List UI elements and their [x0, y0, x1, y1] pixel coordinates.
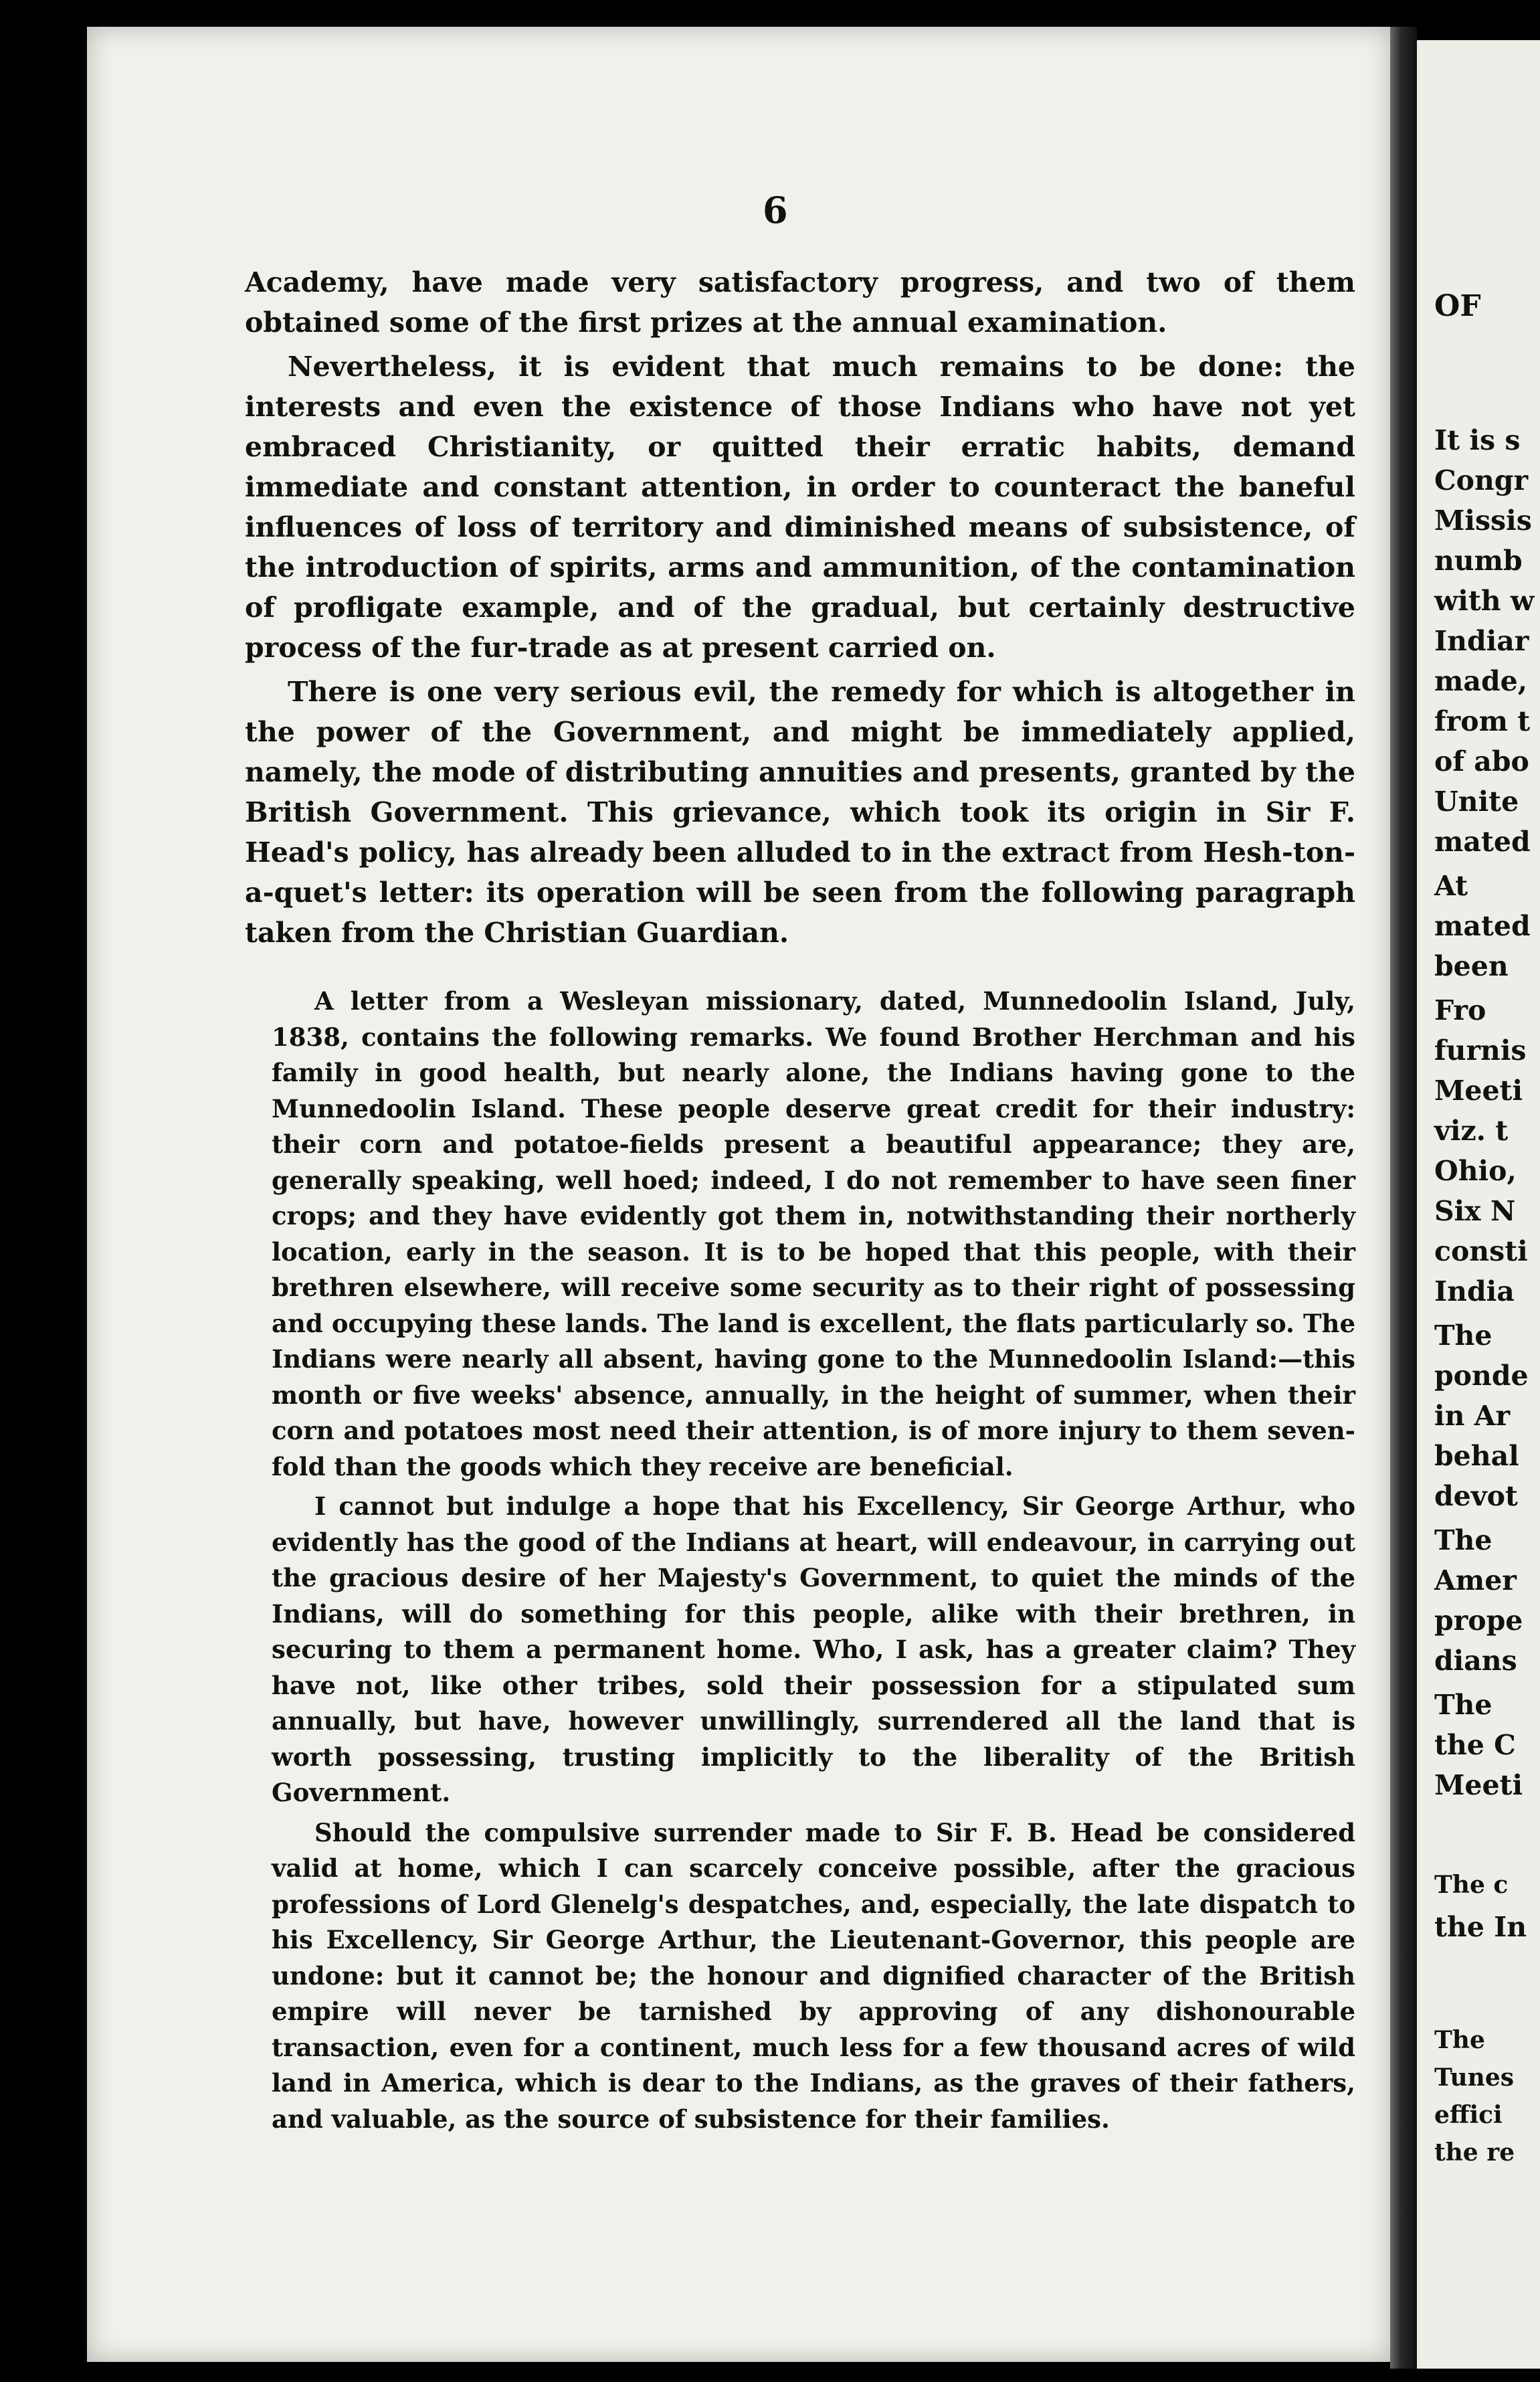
right-page-fragment: It is s — [1434, 424, 1521, 456]
right-page-fragment: mated — [1434, 910, 1531, 942]
paragraph: I cannot but indulge a hope that his Excellency, Sir George Arthur, who evidently has the good of the Indians at heart, will endeavour, in carrying out the gracious desire of her Majesty's Government, to quiet the minds of the Indians, will do something for this people, alike with their brethren, in securing to them a permanent home. Who, I ask, has a greater claim? They have not, like other tribes, sold their possession for a stipulated sum annually, but have, however unwillingly, surrendered all the land that is worth possessing, trusting implicitly to the liberality of the British Government. — [272, 1491, 1355, 1807]
right-page-fragment: consti — [1434, 1235, 1528, 1267]
right-page-fragment: The c — [1434, 1871, 1509, 1899]
right-page-fragment: the re — [1434, 2138, 1515, 2167]
right-page-fragment: furnis — [1434, 1034, 1527, 1067]
right-page-fragment: Missis — [1434, 505, 1532, 537]
right-page-fragment: The — [1434, 1689, 1493, 1721]
right-page-fragment: India — [1434, 1275, 1515, 1307]
paragraph: There is one very serious evil, the remedy for which is altogether in the power of the Government, and might be immediately applied, namely, the mode of distributing annuities and presents, granted by the British Government. This grievance, which took its origin in Sir F. Head's policy, has already been alluded to in the extract from Hesh-ton-a-quet's letter: its operation will be seen from the following paragraph taken from the Christian Guardian. — [245, 676, 1355, 949]
right-page-fragment: dians — [1434, 1645, 1517, 1677]
right-page-fragment: Ohio, — [1434, 1155, 1517, 1187]
right-page-fragment: in Ar — [1434, 1400, 1511, 1432]
right-page-fragment: behal — [1434, 1440, 1519, 1472]
right-page-fragment: Meeti — [1434, 1769, 1523, 1801]
right-page-fragment: mated — [1434, 826, 1531, 858]
right-page — [1417, 40, 1540, 2369]
right-page-fragment: made, — [1434, 665, 1527, 697]
right-page-fragment: prope — [1434, 1605, 1523, 1637]
right-page-fragment: been — [1434, 950, 1509, 982]
right-page-fragment: Indiar — [1434, 625, 1529, 657]
right-page-fragment: viz. t — [1434, 1115, 1509, 1147]
page-number: 6 — [763, 189, 788, 232]
right-page-fragment: with w — [1434, 585, 1535, 617]
right-page-fragment: Meeti — [1434, 1075, 1523, 1107]
right-page-fragment: Six N — [1434, 1195, 1516, 1227]
right-page-fragment: At — [1434, 870, 1468, 902]
paragraph: Academy, have made very satisfactory progress, and two of them obtained some of the first prizes at the annual examination. — [245, 266, 1355, 339]
right-page-fragment: from t — [1434, 705, 1531, 737]
quote-paragraph: A letter from a Wesleyan missionary, dated, Munnedoolin Island, July, 1838, contains the following remarks. We found Brother Herchman and his family in good health, but nearly alone, the Indians having gone to the Munnedoolin Island. These people deserve great credit for their industry: their corn and potatoe-fields present a beautiful appearance; they are, generally speaking, well hoed; indeed, I do not remember to have seen finer crops; and they have evidently got them in, notwithstanding their northerly location, early in the season. It is to be hoped that this people, with their brethren elsewhere, will receive some security as to their right of possessing and occupying these lands. The land is excellent, the flats particularly so. The Indians were nearly all absent, having gone to the Munnedoolin Island:—this month or five weeks' absence, annually, in the height of summer, when their corn and potatoes most need their attention, is of more injury to them seven-fold than the goods which they receive are beneficial. — [272, 986, 1355, 1481]
paragraph: Should the compulsive surrender made to Sir F. B. Head be considered valid at home, which I can scarcely conceive possible, after the gracious professions of Lord Glenelg's despatches, and, especially, the late dispatch to his Excellency, Sir George Arthur, the Lieutenant-Governor, this people are undone: but it cannot be; the honour and dignified character of the British empire will never be tarnished by approving of any dishonourable transaction, even for a continent, much less for a few thousand acres of wild land in America, which is dear to the Indians, as the graves of their fathers, and valuable, as the source of subsistence for their families. — [272, 1817, 1355, 2134]
right-page-fragment: The — [1434, 2026, 1485, 2054]
right-page-fragment: the In — [1434, 1911, 1527, 1943]
right-page-fragment: The — [1434, 1524, 1493, 1556]
page-body — [245, 262, 1355, 2141]
right-page-fragment: Tunes — [1434, 2064, 1515, 2092]
right-page-fragment: effici — [1434, 2101, 1503, 2129]
right-page-fragment: Unite — [1434, 786, 1519, 818]
right-page-fragment: of abo — [1434, 745, 1529, 777]
paragraph: Nevertheless, it is evident that much remains to be done: the interests and even the existence of those Indians who have not yet embraced Christianity, or quitted their erratic habits, demand immediate and constant attention, in order to counteract the baneful influences of loss of territory and diminished means of subsistence, of the introduction of spirits, arms and ammunition, of the contamination of profligate example, and of the gradual, but certainly destructive process of the fur-trade as at present carried on. — [245, 351, 1355, 664]
right-page-fragment: the C — [1434, 1729, 1516, 1761]
right-page-fragment: ponde — [1434, 1360, 1529, 1392]
right-page-fragment: Fro — [1434, 994, 1486, 1026]
block-quote — [272, 984, 1355, 2137]
right-page-fragment: numb — [1434, 545, 1523, 577]
right-page-fragment: devot — [1434, 1480, 1518, 1512]
right-page-fragment: The — [1434, 1319, 1493, 1352]
right-page-fragment: OF — [1434, 289, 1481, 323]
right-page-fragment: Congr — [1434, 464, 1529, 496]
book-gutter — [1390, 27, 1417, 2369]
right-page-fragment: Amer — [1434, 1564, 1517, 1596]
